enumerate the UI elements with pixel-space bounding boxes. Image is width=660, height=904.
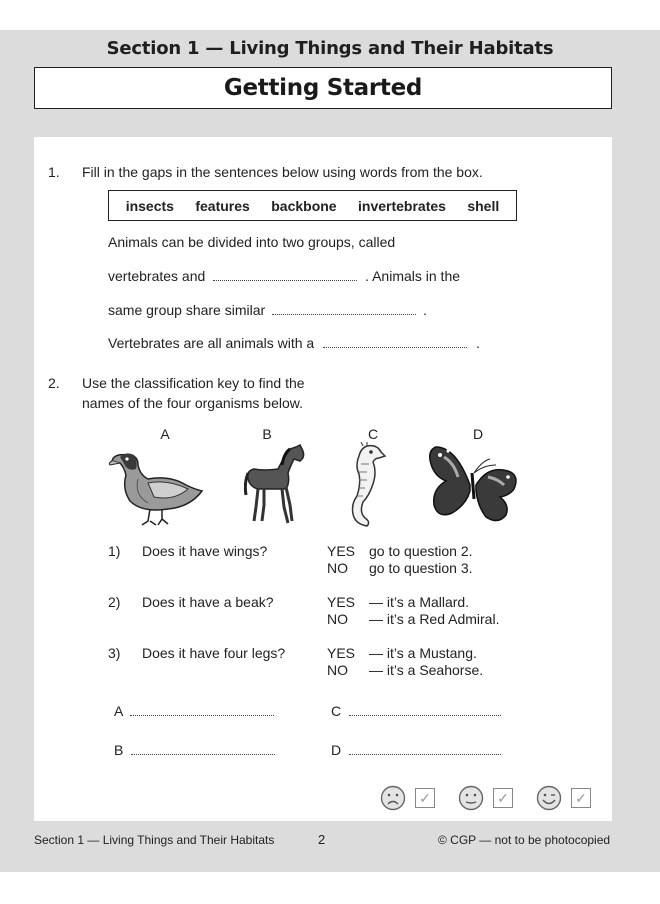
key-no-answer-3: — it’s a Seahorse. — [369, 662, 484, 678]
worksheet-panel — [34, 137, 612, 821]
mallard-duck-image — [108, 445, 206, 527]
self-assessment-neutral — [458, 785, 513, 811]
organism-label-b: B — [262, 426, 272, 442]
tick-box-neutral[interactable]: ✓ — [493, 788, 513, 808]
answer-label-b: B — [114, 742, 124, 758]
answer-blank-a[interactable] — [130, 704, 274, 716]
page-title: Getting Started — [223, 75, 423, 101]
sad-face-icon[interactable] — [380, 785, 406, 811]
footer-page-number: 2 — [318, 832, 326, 847]
q2-prompt-line-2: names of the four organisms below. — [82, 395, 304, 411]
answer-blank-b[interactable] — [131, 743, 275, 755]
word-5: shell — [467, 197, 500, 214]
word-4: invertebrates — [358, 197, 446, 214]
key-no-1: NO — [327, 560, 348, 576]
key-num-2: 2) — [108, 594, 121, 610]
answer-blank-d[interactable] — [349, 743, 501, 755]
key-yes-answer-1: go to question 2. — [369, 543, 473, 559]
q1-line-4a: Vertebrates are all animals with a — [108, 335, 315, 351]
answer-blank-3[interactable] — [323, 336, 467, 348]
page-background — [0, 30, 660, 872]
self-assessment-sad — [380, 785, 435, 811]
q1-number: 1. — [48, 164, 60, 180]
answer-row-c — [331, 703, 501, 719]
word-box — [108, 190, 517, 221]
key-yes-2: YES — [327, 594, 356, 610]
organism-label-d: D — [472, 426, 484, 442]
answer-row-d — [331, 742, 501, 758]
key-no-answer-2: — it’s a Red Admiral. — [369, 611, 500, 627]
q1-prompt: Fill in the gaps in the sentences below using words from the box. — [82, 164, 483, 180]
q1-line-2b: . Animals in the — [365, 268, 461, 284]
q2-number: 2. — [48, 375, 60, 391]
answer-blank-2[interactable] — [272, 303, 416, 315]
key-no-2: NO — [327, 611, 348, 627]
q1-line-2a: vertebrates and — [108, 268, 206, 284]
q1-line-3b: . — [422, 302, 427, 318]
seahorse-image — [343, 442, 387, 528]
key-num-3: 3) — [108, 645, 121, 661]
q2-prompt-line-1: Use the classification key to find the — [82, 375, 305, 391]
key-question-2: Does it have a beak? — [142, 594, 274, 610]
mustang-horse-image — [244, 443, 308, 527]
organism-label-a: A — [160, 426, 170, 442]
key-question-3: Does it have four legs? — [142, 645, 286, 661]
q1-line-3a: same group share similar — [108, 302, 266, 318]
q1-line-4 — [108, 335, 480, 351]
answer-label-c: C — [331, 703, 342, 719]
key-yes-3: YES — [327, 645, 356, 661]
tick-box-happy[interactable]: ✓ — [571, 788, 591, 808]
happy-face-icon[interactable] — [536, 785, 562, 811]
key-no-answer-1: go to question 3. — [369, 560, 473, 576]
word-3: backbone — [271, 197, 337, 214]
key-yes-answer-3: — it’s a Mustang. — [369, 645, 477, 661]
key-question-1: Does it have wings? — [142, 543, 268, 559]
key-num-1: 1) — [108, 543, 121, 559]
q1-line-2 — [108, 268, 460, 284]
answer-blank-1[interactable] — [213, 269, 357, 281]
answer-label-d: D — [331, 742, 342, 758]
answer-blank-c[interactable] — [349, 704, 501, 716]
key-no-3: NO — [327, 662, 348, 678]
answer-row-a — [114, 703, 274, 719]
answer-label-a: A — [114, 703, 123, 719]
section-title: Section 1 — Living Things and Their Habitats — [106, 38, 554, 59]
red-admiral-butterfly-image — [426, 443, 520, 527]
organism-label-c: C — [367, 426, 379, 442]
q1-line-3 — [108, 302, 427, 318]
q1-line-4b: . — [476, 335, 480, 351]
word-1: insects — [125, 197, 174, 214]
key-yes-1: YES — [327, 543, 356, 559]
footer-section-title: Section 1 — Living Things and Their Habitats — [34, 833, 275, 847]
key-yes-answer-2: — it’s a Mallard. — [369, 594, 470, 610]
word-2: features — [195, 197, 250, 214]
title-box — [34, 67, 612, 109]
neutral-face-icon[interactable] — [458, 785, 484, 811]
q1-line-1: Animals can be divided into two groups, called — [108, 234, 396, 250]
footer-copyright: © CGP — not to be photocopied — [438, 833, 611, 847]
tick-box-sad[interactable]: ✓ — [415, 788, 435, 808]
answer-row-b — [114, 742, 275, 758]
self-assessment-happy — [536, 785, 591, 811]
